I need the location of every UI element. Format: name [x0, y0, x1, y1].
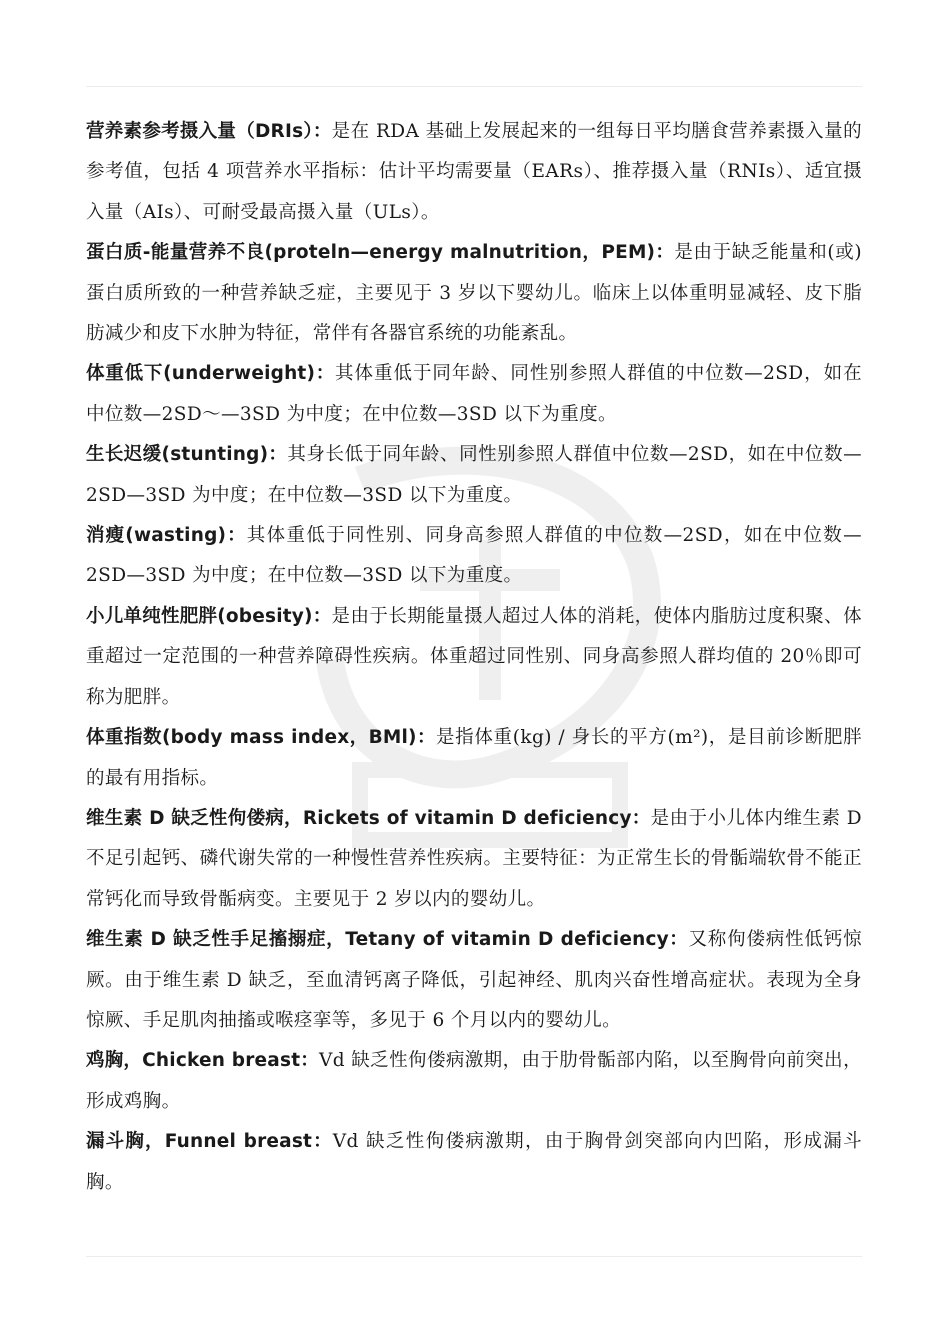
entry-definition: 是由于小儿体内维生素 D 不足引起钙、磷代谢失常的一种慢性营养性疾病。主要特征：为正常生长的骨骺端软骨不能正常钙化而导致骨骺病变。主要见于 2 岁以内的婴幼儿。: [86, 807, 863, 910]
entry-term: 体重指数(body mass index，BMl)：: [86, 727, 436, 749]
entry-definition: 其体重低于同年龄、同性别参照人群值的中位数—2SD，如在中位数—2SD～—3SD 为中度；在中位数—3SD 以下为重度。: [86, 363, 862, 425]
entry-term: 体重低下(underweight)：: [86, 363, 336, 385]
entry-term: 营养素参考摄入量（DRIs）：: [86, 121, 332, 142]
entry-definition: 是由于长期能量摄人超过人体的消耗，使体内脂肪过度积聚、体重超过一定范围的一种营养障碍性疾病。体重超过同性别、同身高参照人群均值的 20％即可称为肥胖。: [86, 605, 862, 708]
entry-term: 蛋白质-能量营养不良(proteln—energy malnutrition，PEM)：: [86, 242, 675, 264]
entry-term: 维生素 D 缺乏性手足搐搦症，Tetany of vitamin D deficiency：: [86, 929, 689, 951]
entry-definition: 是由于缺乏能量和(或)蛋白质所致的一种营养缺乏症，主要见于 3 岁以下婴幼儿。临床上以体重明显减轻、皮下脂肪减少和皮下水肿为特征，常伴有各器官系统的功能紊乱。: [86, 242, 863, 345]
glossary-entry: [86, 516, 862, 597]
entry-definition: 是在 RDA 基础上发展起来的一组每日平均膳食营养素摄入量的参考值，包括 4 项营养水平指标：估计平均需要量（EARs）、推荐摄入量（RNIs）、适宜摄入量（AIs）、可耐受最高摄入量（ULs）。: [86, 121, 862, 223]
entry-term: 漏斗胸，Funnel breast：: [86, 1131, 333, 1153]
entry-definition: 其体重低于同性别、同身高参照人群值的中位数—2SD，如在中位数—2SD—3SD 为中度；在中位数—3SD 以下为重度。: [86, 525, 862, 587]
page-top-rule: [86, 86, 862, 87]
entry-definition: Vd 缺乏性佝偻病激期，由于肋骨骺部内陷，以至胸骨向前突出，形成鸡胸。: [86, 1050, 862, 1112]
entry-definition: 其身长低于同年龄、同性别参照人群值中位数—2SD，如在中位数—2SD—3SD 为中度；在中位数—3SD 以下为重度。: [86, 444, 862, 506]
entry-definition: 又称佝偻病性低钙惊厥。由于维生素 D 缺乏，至血清钙离子降低，引起神经、肌肉兴奋性增高症状。表现为全身惊厥、手足肌肉抽搐或喉痉挛等，多见于 6 个月以内的婴幼儿。: [86, 929, 862, 1031]
glossary-entry: [86, 1122, 862, 1203]
glossary-entry: [86, 233, 862, 354]
entry-definition: Vd 缺乏性佝偻病激期，由于胸骨剑突部向内凹陷，形成漏斗胸。: [86, 1131, 862, 1193]
glossary-entry: [86, 920, 862, 1041]
glossary-entry: [86, 718, 862, 799]
entry-term: 消瘦(wasting)：: [86, 525, 247, 547]
glossary-entry: [86, 1041, 862, 1122]
glossary-entry: [86, 597, 862, 718]
entry-term: 鸡胸，Chicken breast：: [86, 1050, 319, 1072]
entry-term: 维生素 D 缺乏性佝偻病，Rickets of vitamin D deficiency：: [86, 807, 651, 829]
entry-term: 生长迟缓(stunting)：: [86, 444, 288, 466]
glossary-entry: [86, 112, 862, 233]
glossary-entry: [86, 799, 862, 920]
glossary-entry: [86, 435, 862, 516]
glossary-entry: [86, 354, 862, 435]
entry-term: 小儿单纯性肥胖(obesity)：: [86, 605, 332, 627]
entry-definition: 是指体重(kg) / 身长的平方(m²)，是目前诊断肥胖的最有用指标。: [86, 727, 862, 789]
page-bottom-rule: [86, 1256, 862, 1257]
glossary-content: [86, 112, 862, 1203]
